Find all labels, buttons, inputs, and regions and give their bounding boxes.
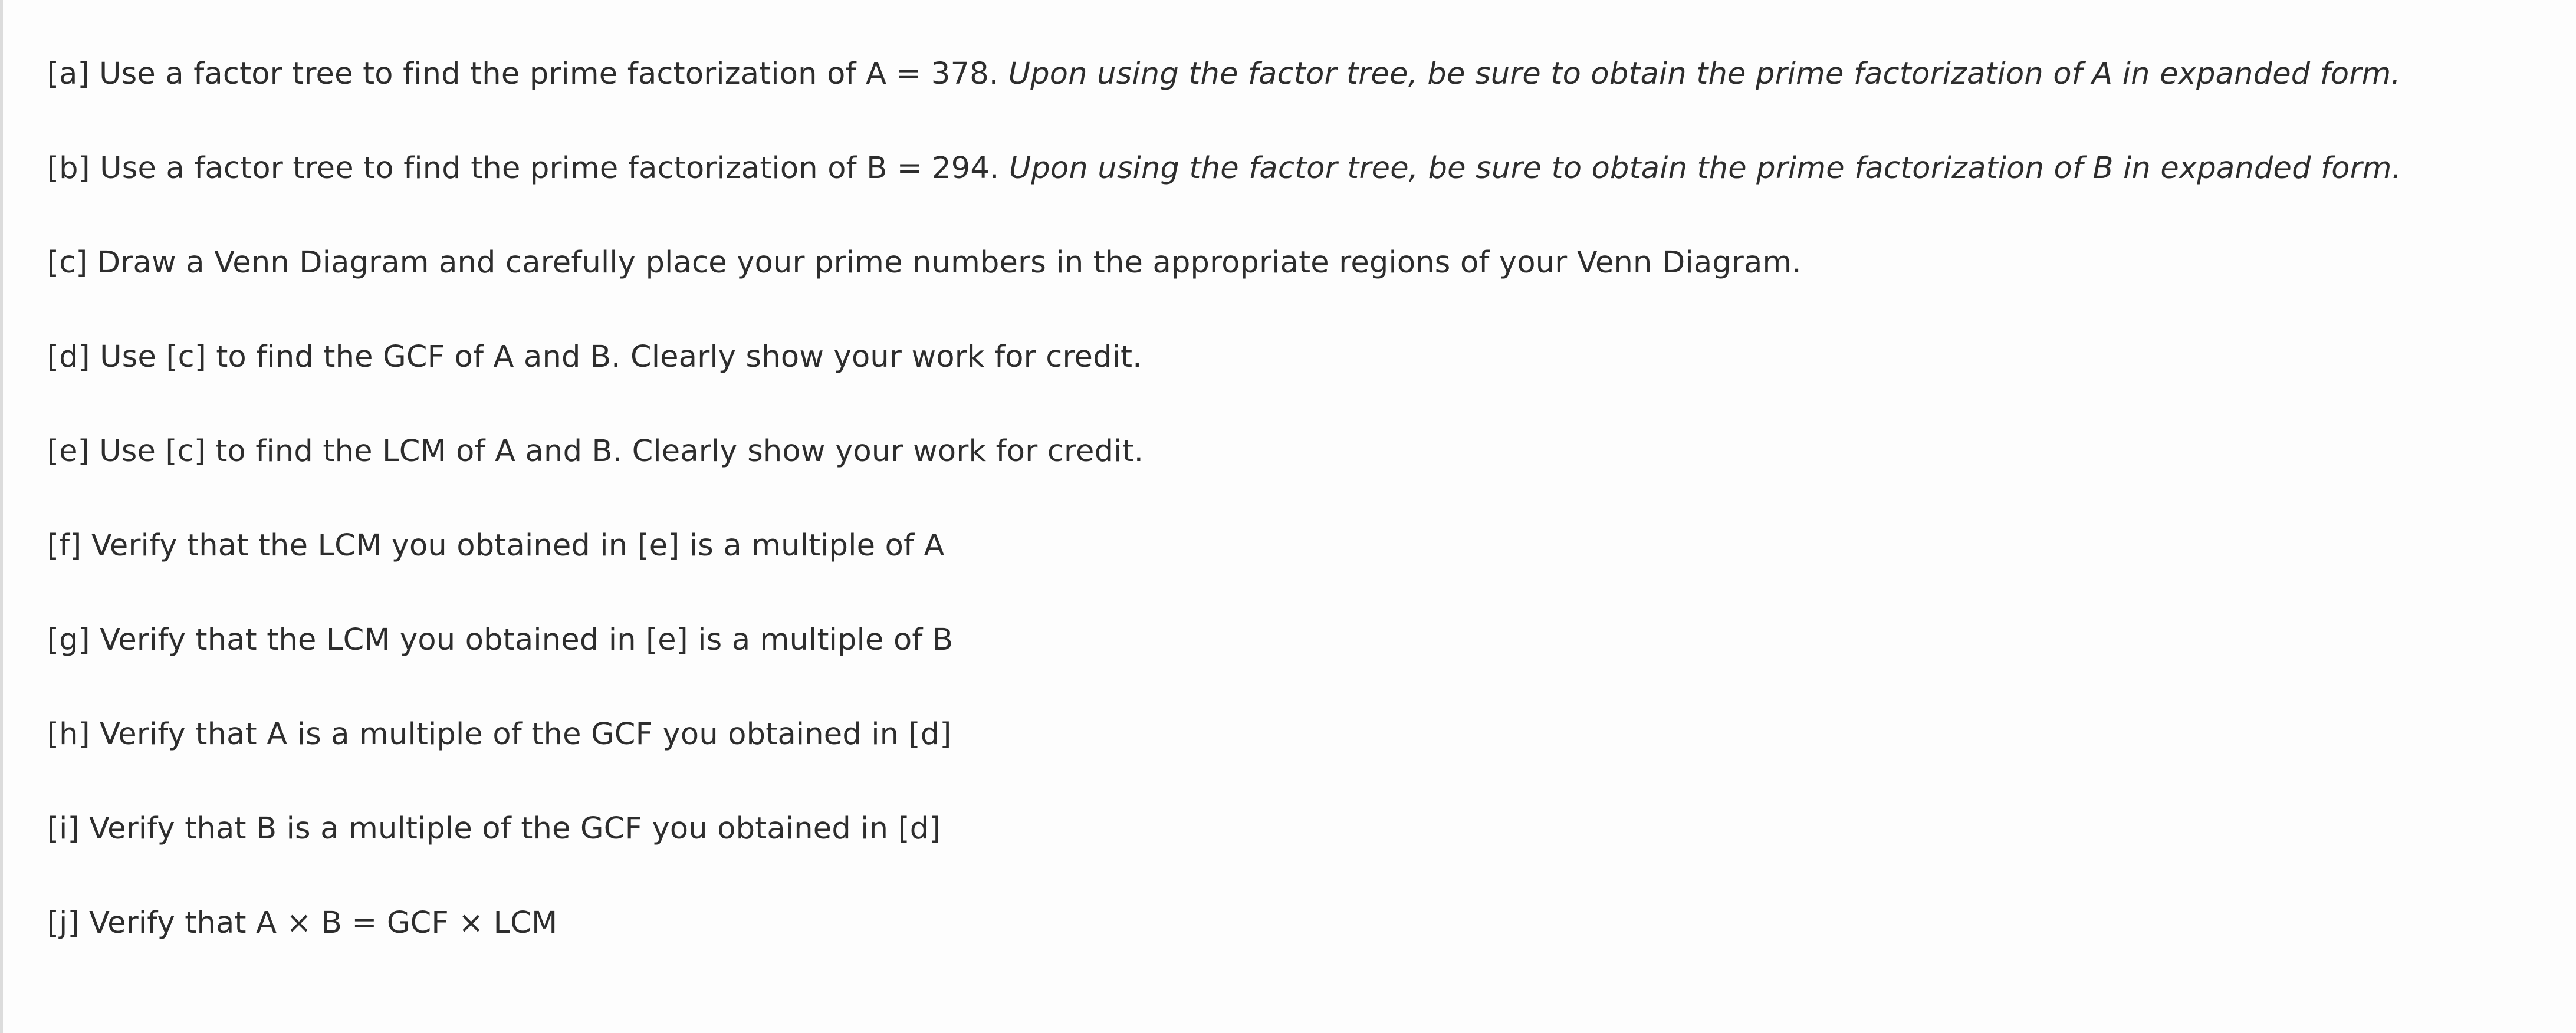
question-label: [f] bbox=[47, 528, 82, 563]
question-text: Use a factor tree to find the prime factorization of A = 378. bbox=[99, 57, 999, 91]
question-text: Draw a Venn Diagram and carefully place your prime numbers in the appropriate regions of your Venn Diagram. bbox=[97, 245, 1802, 280]
question-text: Verify that the LCM you obtained in [e] is a multiple of A bbox=[91, 528, 945, 563]
question-note: Upon using the factor tree, be sure to obtain the prime factorization of A in expanded form. bbox=[1008, 57, 2401, 91]
question-label: [d] bbox=[47, 340, 90, 374]
question-text: Use a factor tree to find the prime factorization of B = 294. bbox=[100, 151, 1000, 186]
question-label: [j] bbox=[47, 906, 80, 940]
question-text: Verify that A is a multiple of the GCF you obtained in [d] bbox=[100, 717, 952, 752]
question-item-d bbox=[47, 336, 2554, 430]
question-text: Verify that A × B = GCF × LCM bbox=[89, 906, 558, 940]
question-label: [g] bbox=[47, 623, 90, 657]
question-label: [i] bbox=[47, 811, 80, 846]
question-label: [h] bbox=[47, 717, 90, 752]
question-item-e bbox=[47, 430, 2554, 525]
question-text: Verify that B is a multiple of the GCF you obtained in [d] bbox=[89, 811, 941, 846]
question-text: Use [c] to find the LCM of A and B. Clearly show your work for credit. bbox=[99, 434, 1144, 469]
question-item-i bbox=[47, 808, 2554, 902]
question-item-h bbox=[47, 713, 2554, 808]
question-item-b bbox=[47, 147, 2554, 242]
question-label: [b] bbox=[47, 151, 90, 186]
question-item-j bbox=[47, 902, 2554, 996]
question-item-c bbox=[47, 242, 2554, 336]
question-label: [e] bbox=[47, 434, 90, 469]
question-label: [c] bbox=[47, 245, 88, 280]
question-list bbox=[47, 53, 2554, 996]
question-label: [a] bbox=[47, 57, 90, 91]
question-text: Use [c] to find the GCF of A and B. Clearly show your work for credit. bbox=[100, 340, 1142, 374]
question-text: Verify that the LCM you obtained in [e] is a multiple of B bbox=[100, 623, 954, 657]
question-item-f bbox=[47, 525, 2554, 619]
question-item-g bbox=[47, 619, 2554, 713]
question-item-a bbox=[47, 53, 2554, 147]
question-note: Upon using the factor tree, be sure to obtain the prime factorization of B in expanded form. bbox=[1008, 151, 2402, 186]
